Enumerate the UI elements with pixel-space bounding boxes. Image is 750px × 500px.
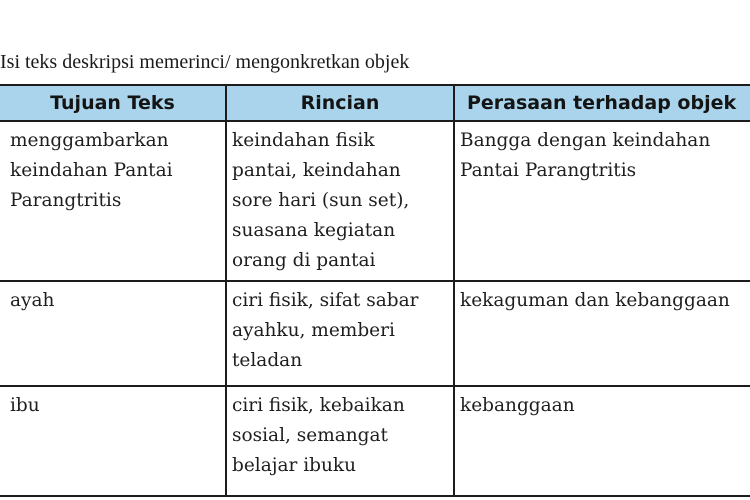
table-caption: Isi teks deskripsi memerinci/ mengonkretkan objek xyxy=(0,51,410,73)
cell-line: belajar ibuku xyxy=(232,455,357,476)
cell-line: teladan xyxy=(232,350,303,371)
cell-line: Bangga dengan keindahan xyxy=(460,130,711,151)
header-tujuan-teks: Tujuan Teks xyxy=(0,85,226,121)
cell-line: suasana kegiatan xyxy=(232,220,396,241)
cell-line: orang di pantai xyxy=(232,250,376,271)
cell-line: sore hari (sun set), xyxy=(232,190,410,211)
cell-line: pantai, keindahan xyxy=(232,160,401,181)
cell-line: kekaguman dan kebanggaan xyxy=(460,290,730,311)
cell-tujuan xyxy=(0,281,226,386)
cell-rincian xyxy=(226,121,454,281)
cell-line: ciri fisik, sifat sabar xyxy=(232,290,419,311)
table-row xyxy=(0,281,750,386)
cell-line: menggambarkan xyxy=(10,130,169,151)
table-header-row xyxy=(0,85,750,121)
cell-line: sosial, semangat xyxy=(232,425,388,446)
cell-line: ibu xyxy=(10,395,40,416)
cell-perasaan xyxy=(454,386,750,496)
cell-line: ayahku, memberi xyxy=(232,320,395,341)
table-row xyxy=(0,386,750,496)
cell-line: Parangtritis xyxy=(10,190,122,211)
cell-line: keindahan Pantai xyxy=(10,160,173,181)
cell-line: ciri fisik, kebaikan xyxy=(232,395,405,416)
table-row xyxy=(0,121,750,281)
cell-tujuan xyxy=(0,386,226,496)
cell-rincian xyxy=(226,386,454,496)
header-rincian: Rincian xyxy=(226,85,454,121)
cell-line: keindahan fisik xyxy=(232,130,375,151)
cell-rincian xyxy=(226,281,454,386)
cell-perasaan xyxy=(454,281,750,386)
cell-tujuan xyxy=(0,121,226,281)
cell-line: ayah xyxy=(10,290,55,311)
header-perasaan: Perasaan terhadap objek xyxy=(454,85,750,121)
cell-line: Pantai Parangtritis xyxy=(460,160,637,181)
cell-line: kebanggaan xyxy=(460,395,575,416)
description-table xyxy=(0,84,750,497)
cell-perasaan xyxy=(454,121,750,281)
